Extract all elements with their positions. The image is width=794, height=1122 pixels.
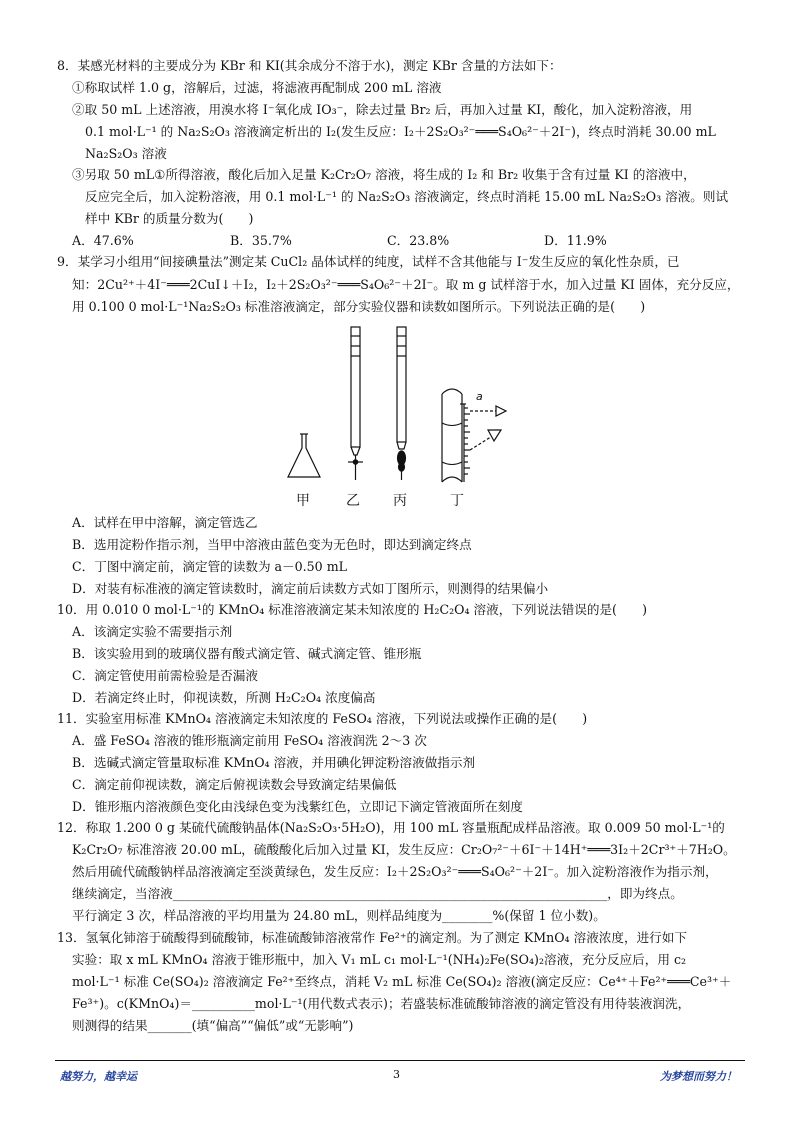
- conical-flask: [288, 434, 320, 477]
- q10-option-b: B．该实验用到的玻璃仪器有酸式滴定管、碱式滴定管、锥形瓶: [72, 646, 422, 661]
- q8-step2-line1: ②取 50 mL 上述溶液，用溴水将 I⁻氧化成 IO₃⁻，除去过量 Br₂ 后，再加入过量 KI，酸化，加入淀粉溶液，用: [72, 102, 693, 117]
- q11-option-c: C．滴定前仰视读数，滴定后俯视读数会导致滴定结果偏低: [72, 777, 397, 792]
- q13-line1: 13．氢氧化铈溶于硫酸得到硫酸铈，标准硫酸铈溶液常作 Fe²⁺的滴定剂。为了测定 KMnO₄ 溶液浓度，进行如下: [57, 930, 687, 945]
- q10-option-a: A．该滴定实验不需要指示剂: [72, 624, 233, 639]
- footer-motto-left: 越努力，越幸运: [60, 1070, 137, 1083]
- q12-line5-purity-blank: 平行滴定 3 次，样品溶液的平均用量为 24.80 mL，则样品纯度为________%(保留 1 位小数)。: [72, 908, 606, 923]
- q9-stem-line3: 用 0.100 0 mol·L⁻¹Na₂S₂O₃ 标准溶液滴定，部分实验仪器和读数如图所示。下列说法正确的是( ): [72, 299, 646, 314]
- page-number: 3: [393, 1068, 400, 1081]
- q8-stem: 8．某感光材料的主要成分为 KBr 和 KI(其余成分不溶于水)，测定 KBr 含量的方法如下：: [57, 58, 562, 73]
- reading-label-a: a: [476, 390, 483, 403]
- q9-stem-line2: 知：2Cu²⁺＋4I⁻═══2CuI↓＋I₂，I₂＋2S₂O₃²⁻═══S₄O₆²⁻＋2I⁻。取 m g 试样溶于水，加入过量 KI 固体，充分反应，: [72, 277, 740, 292]
- q12-line3: 然后用硫代硫酸钠样品溶液滴定至淡黄绿色，发生反应：I₂＋2S₂O₃²⁻═══S₄O₆²⁻＋2I⁻。加入淀粉溶液作为指示剂，: [72, 864, 718, 879]
- q9-stem-line1: 9．某学习小组用“间接碘量法”测定某 CuCl₂ 晶体试样的纯度，试样不含其他能与 I⁻发生反应的氧化性杂质，已: [57, 254, 680, 269]
- q8-step1: ①称取试样 1.0 g，溶解后，过滤，将滤液再配制成 200 mL 溶液: [72, 80, 442, 95]
- q8-option-b: B．35.7%: [230, 233, 292, 248]
- q8-option-d: D．11.9%: [544, 233, 607, 248]
- titration-apparatus-figure: [280, 322, 540, 510]
- base-burette: [397, 327, 406, 480]
- q12-line1: 12．称取 1.200 0 g 某硫代硫酸钠晶体(Na₂S₂O₃·5H₂O)，用 100 mL 容量瓶配成样品溶液。取 0.009 50 mol·L⁻¹的: [57, 820, 725, 835]
- acid-burette: [348, 327, 363, 480]
- footer-motto-right: 为梦想而努力！: [660, 1070, 737, 1083]
- q13-line3: mol·L⁻¹ 标准 Ce(SO₄)₂ 溶液滴定 Fe²⁺至终点，消耗 V₂ mL 标准 Ce(SO₄)₂ 溶液(滴定反应：Ce⁴⁺＋Fe²⁺═══Ce³⁺＋: [72, 974, 732, 989]
- q9-option-c: C．丁图中滴定前，滴定管的读数为 a－0.50 mL: [72, 559, 347, 574]
- q8-step3-line2: 反应完全后，加入淀粉溶液，用 0.1 mol·L⁻¹ 的 Na₂S₂O₃ 溶液滴定，终点时消耗 15.00 mL Na₂S₂O₃ 溶液。则试: [85, 189, 729, 204]
- q8-step3-line3: 样中 KBr 的质量分数为( ): [85, 211, 254, 226]
- burette-reading-detail: [442, 389, 506, 482]
- q8-option-c: C．23.8%: [387, 233, 450, 248]
- q12-line4-endpoint-blank: 继续滴定，当溶液_____________________________________________________________________，即为终点。: [72, 886, 683, 901]
- label-bing: 丙: [393, 493, 407, 509]
- q8-step2-line2: 0.1 mol·L⁻¹ 的 Na₂S₂O₃ 溶液滴定析出的 I₂(发生反应：I₂＋2S₂O₃²⁻═══S₄O₆²⁻＋2I⁻)，终点时消耗 30.00 mL: [85, 124, 716, 139]
- label-yi: 乙: [346, 493, 360, 509]
- q10-option-c: C．滴定管使用前需检验是否漏液: [72, 668, 258, 683]
- q9-option-d: D．对装有标准液的滴定管读数时，滴定前后读数方式如丁图所示，则测得的结果偏小: [72, 581, 549, 596]
- q9-option-a: A．试样在甲中溶解，滴定管选乙: [72, 515, 258, 530]
- q11-option-a: A．盛 FeSO₄ 溶液的锥形瓶滴定前用 FeSO₄ 溶液润洗 2～3 次: [72, 733, 427, 748]
- q11-option-d: D．锥形瓶内溶液颜色变化由浅绿色变为浅紫红色，立即记下滴定管液面所在刻度: [72, 799, 523, 814]
- q10-stem: 10．用 0.010 0 mol·L⁻¹的 KMnO₄ 标准溶液滴定某未知浓度的 H₂C₂O₄ 溶液，下列说法错误的是( ): [57, 602, 648, 617]
- q11-option-b: B．选碱式滴定管量取标准 KMnO₄ 溶液，并用碘化钾淀粉溶液做指示剂: [72, 755, 476, 770]
- footer-divider: [55, 1060, 745, 1061]
- q11-stem: 11．实验室用标准 KMnO₄ 溶液滴定未知浓度的 FeSO₄ 溶液，下列说法或操作正确的是( ): [57, 711, 588, 726]
- q10-option-d: D．若滴定终止时，仰视读数，所测 H₂C₂O₄ 浓度偏高: [72, 690, 376, 705]
- q13-line4: Fe³⁺)。c(KMnO₄)＝__________mol·L⁻¹(用代数式表示)；若盛装标准硫酸铈溶液的滴定管没有用待装液润洗，: [72, 996, 691, 1011]
- q9-option-b: B．选用淀粉作指示剂，当甲中溶液由蓝色变为无色时，即达到滴定终点: [72, 537, 472, 552]
- label-ding: 丁: [450, 493, 464, 509]
- q12-line2: K₂Cr₂O₇ 标准溶液 20.00 mL，硫酸酸化后加入过量 KI，发生反应：Cr₂O₇²⁻＋6I⁻＋14H⁺═══3I₂＋2Cr³⁺＋7H₂O。: [72, 842, 736, 857]
- q8-option-a: A．47.6%: [72, 233, 134, 248]
- label-jia: 甲: [296, 493, 310, 509]
- q13-line5: 则测得的结果_______(填“偏高”“偏低”或“无影响”): [72, 1018, 354, 1033]
- q8-step2-line3: Na₂S₂O₃ 溶液: [85, 146, 167, 161]
- q13-line2: 实验：取 x mL KMnO₄ 溶液于锥形瓶中，加入 V₁ mL c₁ mol·L⁻¹(NH₄)₂Fe(SO₄)₂溶液，充分反应后，用 c₂: [72, 952, 687, 967]
- q8-step3-line1: ③另取 50 mL①所得溶液，酸化后加入足量 K₂Cr₂O₇ 溶液，将生成的 I₂ 和 Br₂ 收集于含有过量 KI 的溶液中，: [72, 167, 696, 182]
